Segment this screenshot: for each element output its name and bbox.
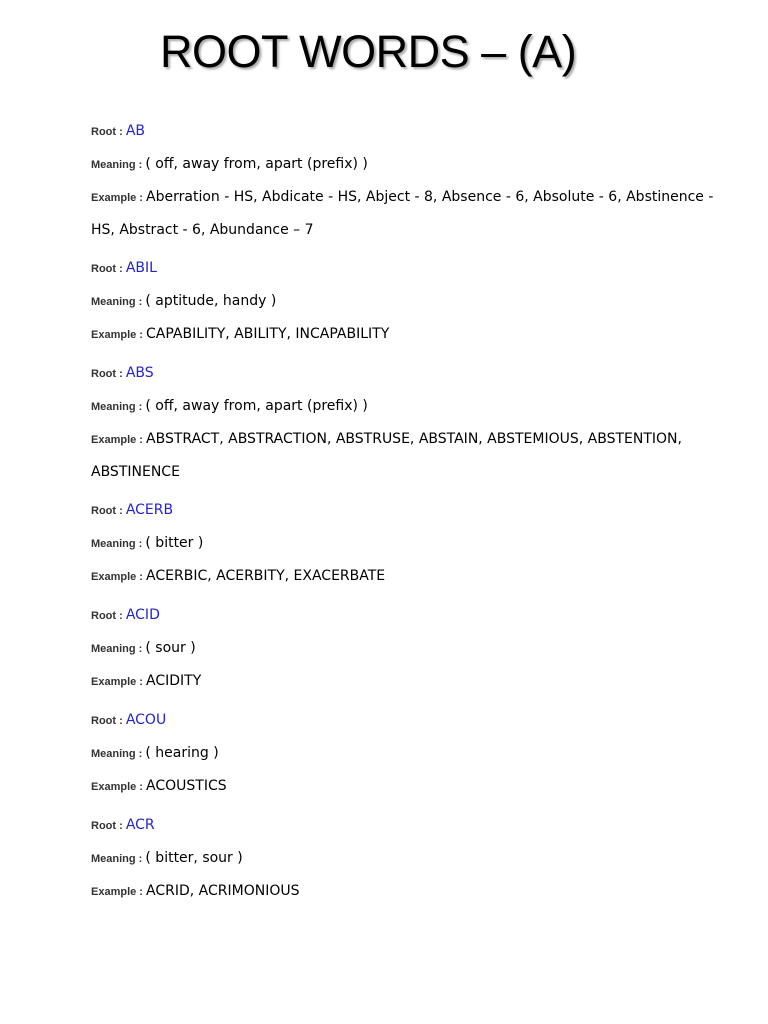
example-label: Example : [91, 329, 147, 341]
root-label: Root : [91, 505, 126, 517]
example-line [91, 318, 731, 351]
meaning-value: ( off, away from, apart (prefix) ) [145, 398, 368, 414]
root-entry-ab [91, 115, 731, 246]
example-value: ACOUSTICS [146, 778, 227, 794]
example-line [91, 423, 731, 488]
example-label: Example : [91, 781, 147, 793]
meaning-value: ( aptitude, handy ) [145, 293, 277, 309]
example-line [91, 665, 731, 698]
page-title: ROOT WORDS – (A) [160, 26, 577, 77]
root-value: ABIL [125, 260, 157, 276]
root-label: Root : [91, 126, 126, 138]
root-value: ABS [125, 365, 154, 381]
meaning-line [91, 737, 731, 770]
meaning-value: ( bitter, sour ) [145, 850, 243, 866]
example-line [91, 875, 731, 908]
example-line [91, 770, 731, 803]
meaning-line [91, 285, 731, 318]
meaning-line [91, 148, 731, 181]
example-line [91, 181, 731, 246]
meaning-value: ( sour ) [145, 640, 196, 656]
root-entry-abil [91, 252, 731, 351]
example-label: Example : [91, 192, 147, 204]
root-label: Root : [91, 610, 126, 622]
example-value: ABSTRACT, ABSTRACTION, ABSTRUSE, ABSTAIN, ABSTEMIOUS, ABSTENTION, ABSTINENCE [91, 431, 682, 480]
example-label: Example : [91, 676, 147, 688]
example-label: Example : [91, 886, 147, 898]
root-line [91, 809, 731, 842]
meaning-value: ( bitter ) [145, 535, 204, 551]
meaning-label: Meaning : [91, 748, 146, 760]
meaning-label: Meaning : [91, 538, 146, 550]
meaning-label: Meaning : [91, 401, 146, 413]
meaning-label: Meaning : [91, 159, 146, 171]
meaning-value: ( off, away from, apart (prefix) ) [145, 156, 368, 172]
example-value: ACRID, ACRIMONIOUS [146, 883, 300, 899]
root-value: ACID [125, 607, 160, 623]
example-label: Example : [91, 434, 147, 446]
example-value: ACIDITY [146, 673, 202, 689]
root-line [91, 252, 731, 285]
root-entry-acerb [91, 494, 731, 593]
meaning-line [91, 390, 731, 423]
root-label: Root : [91, 263, 126, 275]
example-line [91, 560, 731, 593]
root-label: Root : [91, 820, 126, 832]
root-label: Root : [91, 715, 126, 727]
root-entry-acou [91, 704, 731, 803]
root-entry-acr [91, 809, 731, 908]
root-value: AB [125, 123, 146, 139]
meaning-value: ( hearing ) [145, 745, 219, 761]
meaning-line [91, 632, 731, 665]
root-value: ACR [125, 817, 155, 833]
example-value: Aberration - HS, Abdicate - HS, Abject - 8, Absence - 6, Absolute - 6, Abstinence - HS, Abstract - 6, Abundance – 7 [91, 189, 714, 238]
root-line [91, 357, 731, 390]
example-value: ACERBIC, ACERBITY, EXACERBATE [146, 568, 386, 584]
root-value: ACOU [125, 712, 167, 728]
example-value: CAPABILITY, ABILITY, INCAPABILITY [146, 326, 390, 342]
root-label: Root : [91, 368, 126, 380]
meaning-label: Meaning : [91, 643, 146, 655]
meaning-line [91, 527, 731, 560]
meaning-label: Meaning : [91, 296, 146, 308]
root-line [91, 704, 731, 737]
root-value: ACERB [125, 502, 174, 518]
root-word-list [91, 115, 731, 914]
root-line [91, 494, 731, 527]
root-entry-abs [91, 357, 731, 488]
meaning-line [91, 842, 731, 875]
meaning-label: Meaning : [91, 853, 146, 865]
root-line [91, 599, 731, 632]
example-label: Example : [91, 571, 147, 583]
root-line [91, 115, 731, 148]
root-entry-acid [91, 599, 731, 698]
